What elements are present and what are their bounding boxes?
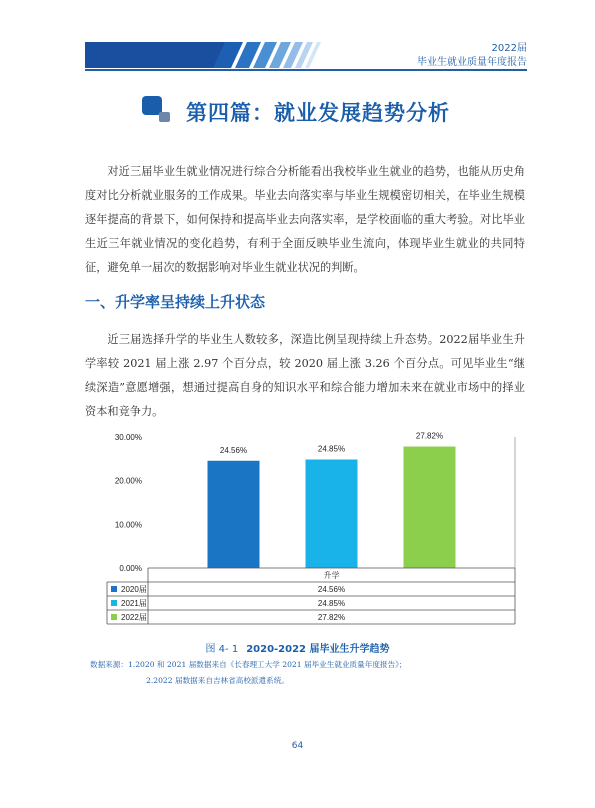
source-line-2: 2.2022 届数据来自吉林省高校派遣系统。 [146,676,289,685]
header-report-name: 毕业生就业质量年度报告 [417,57,527,68]
y-tick-label: 30.00% [114,433,142,442]
section-paragraph: 近三届选择升学的毕业生人数较多，深造比例呈现持续上升态势。2022届毕业生升学率较 2021 届上涨 2.97 个百分点，较 2020 届上涨 3.26 个百分点。可见毕业生“继续深造”意愿增强，想通过提高自身的知识水平和综合能力增加未来在就业市场中的择业资本和竞争力。 [85,333,525,418]
intro-paragraph-block [85,160,525,280]
bar-2021届 [306,459,358,568]
legend-label: 2020届 [121,585,147,594]
chapter-squares-icon [140,94,176,126]
legend-swatch-2020届 [111,586,117,592]
section-title: 一、升学率呈持续上升状态 [85,293,266,311]
page-number: 64 [291,741,304,751]
bar-2020届 [208,461,260,568]
bar-2022届 [404,447,456,568]
header-year: 2022届 [491,43,527,54]
figure-title: 2020-2022 届毕业生升学趋势 [246,644,390,655]
legend-swatch-2021届 [111,600,117,606]
table-value: 24.56% [317,585,346,594]
table-value: 24.85% [317,599,346,608]
section-paragraph-block [85,328,525,424]
chapter-title: 第四篇：就业发展趋势分析 [186,101,450,125]
header-decoration [85,42,385,68]
figure-caption [0,640,595,655]
table-value: 27.82% [317,613,346,622]
data-label: 27.82% [415,431,444,441]
legend-label: 2022届 [121,613,147,622]
data-source-note [90,657,407,689]
data-label: 24.85% [317,444,346,454]
y-tick-label: 10.00% [114,520,142,530]
header-title [417,42,527,70]
y-tick-label: 20.00% [114,476,142,486]
bar-chart [100,428,520,638]
data-label: 24.56% [219,445,248,455]
intro-paragraph: 对近三届毕业生就业情况进行综合分析能看出我校毕业生就业的趋势，也能从历史角度对比分析就业服务的工作成果。毕业去向落实率与毕业生规模密切相关，在毕业生规模逐年提高的背景下，如何保持和提高毕业去向落实率，是学校面临的重大考验。对比毕业生近三年就业情况的变化趋势，有利于全面反映毕业生流向，体现毕业生就业的共同特征，避免单一届次的数据影响对毕业生就业状况的判断。 [85,165,525,274]
legend-label: 2021届 [121,599,147,608]
y-tick-label: 0.00% [119,564,142,573]
legend-swatch-2022届 [111,614,117,620]
source-line-1: 数据来源：1.2020 和 2021 届数据来自《长春理工大学 2021 届毕业生就业质量年度报告》； [90,660,407,669]
header-divider [85,69,527,71]
category-label: 升学 [323,571,340,580]
figure-number: 图 4- 1 [205,644,239,655]
